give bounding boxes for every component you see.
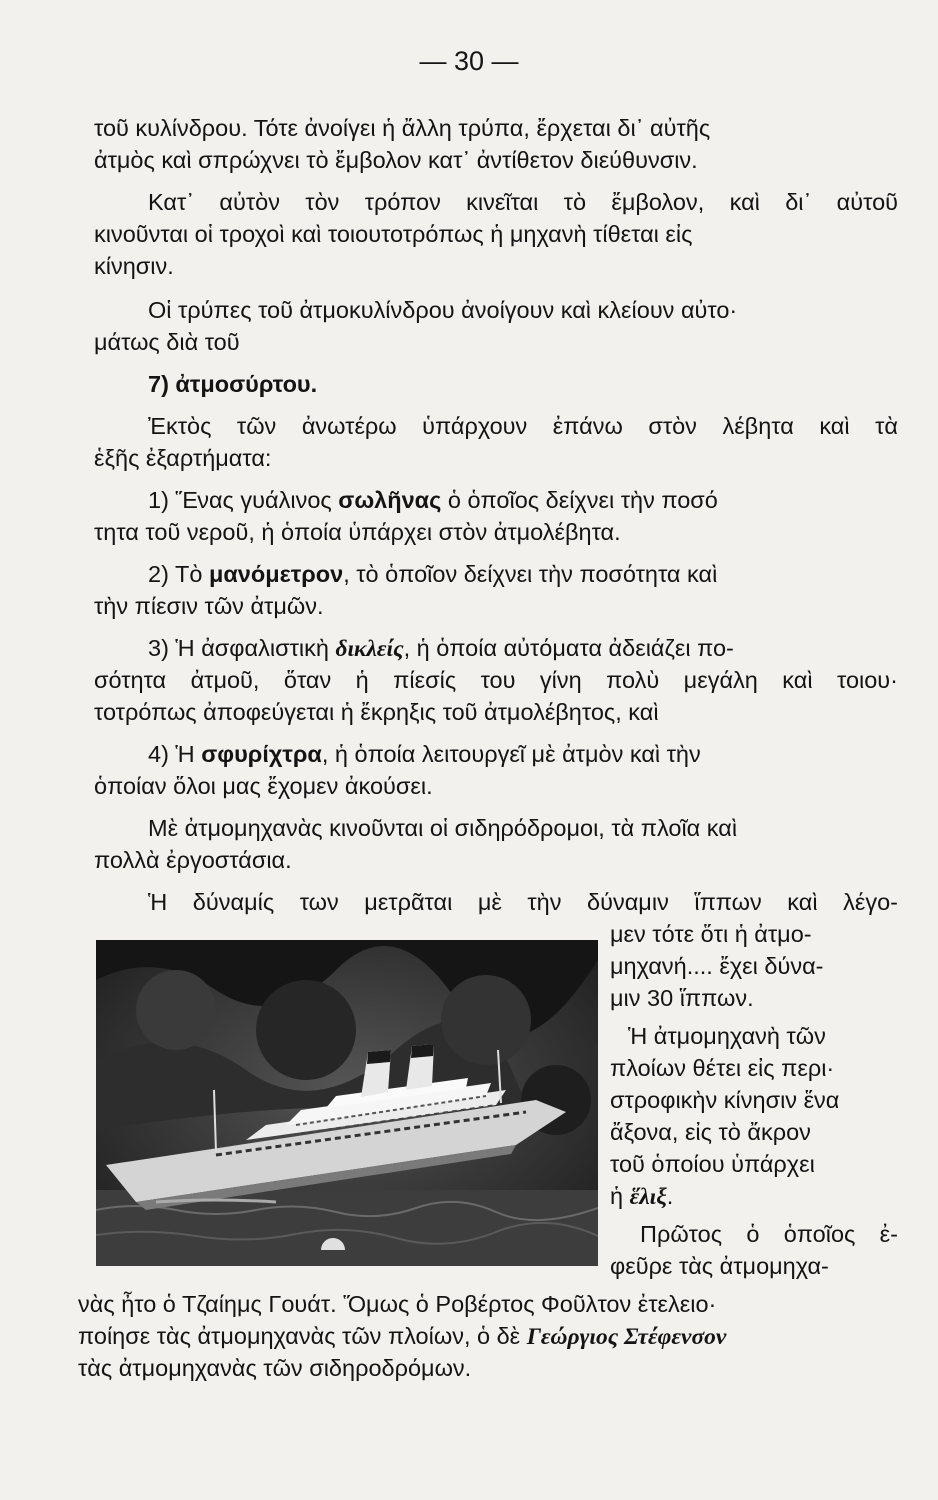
- text-run: σότητα ἀτμοῦ, ὅταν ἡ πίεσίς του γίνη πολὺ μεγάλη καὶ τοιου·: [94, 667, 898, 693]
- text-run: , ἡ ὁποία λειτουργεῖ μὲ ἀτμὸν καὶ τὴν: [321, 741, 701, 767]
- text-run: ἄξονα, εἰς τὸ ἄκρον: [610, 1119, 811, 1145]
- text-line: [94, 590, 324, 622]
- emphasized-term: σωλῆνας: [338, 487, 442, 513]
- text-line: [94, 844, 292, 876]
- text-line: [610, 950, 824, 982]
- text-line: [78, 1352, 471, 1384]
- text-line: [94, 218, 692, 250]
- text-run: ὁ ὁποῖος δείχνει τὴν ποσό: [441, 487, 718, 513]
- text-run: πολλὰ ἐργοστάσια.: [94, 847, 292, 873]
- text-run: μεν τότε ὅτι ἡ ἀτμο-: [610, 921, 812, 947]
- text-line: [94, 442, 271, 474]
- text-line: [148, 484, 718, 516]
- text-run: ἡ: [610, 1183, 630, 1209]
- text-line: [610, 1148, 815, 1180]
- text-run: Πρῶτος ὁ ὁποῖος ἐ-: [640, 1221, 898, 1247]
- text-run: 3) Ἡ ἀσφαλιστικὴ: [148, 635, 336, 661]
- text-line: [610, 1052, 834, 1084]
- text-line: [148, 812, 737, 844]
- text-line: [94, 112, 710, 144]
- text-run: νὰς ἦτο ὁ Τζαίημς Γουάτ. Ὅμως ὁ Ροβέρτος Φοῦλτον ἐτελειο·: [78, 1291, 717, 1317]
- text-line: [148, 294, 737, 326]
- text-line: [94, 250, 174, 282]
- text-run: κινοῦνται οἱ τροχοὶ καὶ τοιουτοτρόπως ἡ μηχανὴ τίθεται εἰς: [94, 221, 693, 247]
- text-line: [640, 1218, 898, 1250]
- text-run: ἀτμὸς καὶ σπρώχνει τὸ ἔμβολον κατ᾽ ἀντίθετον διεύθυνσιν.: [94, 147, 698, 173]
- emphasized-term: δικλείς: [335, 636, 404, 662]
- text-line: [148, 738, 701, 770]
- page-number: — 30 —: [419, 46, 519, 76]
- text-line: [148, 632, 734, 665]
- text-line: [94, 696, 659, 728]
- text-line: [610, 1116, 811, 1148]
- text-run: στροφικὴν κίνησιν ἕνα: [610, 1087, 840, 1113]
- text-run: φεῦρε τὰς ἀτμομηχα-: [610, 1253, 829, 1279]
- text-run: 2) Τὸ: [148, 561, 209, 587]
- text-run: κίνησιν.: [94, 253, 174, 279]
- text-run: Οἱ τρύπες τοῦ ἀτμοκυλίνδρου ἀνοίγουν καὶ κλείουν αὐτο·: [148, 297, 738, 323]
- text-run: .: [666, 1183, 674, 1209]
- text-line: [78, 1320, 726, 1353]
- text-run: μηχανή.... ἔχει δύνα-: [610, 953, 824, 979]
- text-run: μάτως διὰ τοῦ: [94, 329, 240, 355]
- text-run: μιν 30 ἵππων.: [610, 985, 754, 1011]
- emphasized-term: μανόμετρον: [208, 561, 344, 587]
- text-line: [610, 1180, 673, 1213]
- text-run: τὴν πίεσιν τῶν ἀτμῶν.: [94, 593, 324, 619]
- text-line: [148, 558, 717, 590]
- text-run: τοτρόπως ἀποφεύγεται ἡ ἔκρηξις τοῦ ἀτμολέβητος, καὶ: [94, 699, 659, 725]
- text-line: [94, 664, 898, 696]
- emphasized-term: 7) ἀτμοσύρτου.: [148, 371, 318, 397]
- text-run: τοῦ κυλίνδρου. Τότε ἀνοίγει ἡ ἄλλη τρύπα, ἔρχεται δι᾽ αὐτῆς: [94, 115, 711, 141]
- text-line: [628, 1020, 826, 1052]
- text-run: Ἡ δύναμίς των μετρᾶται μὲ τὴν δύναμιν ἵππων καὶ λέγο-: [148, 889, 898, 915]
- text-line: [148, 186, 898, 218]
- text-line: [94, 770, 433, 802]
- text-run: ὁποίαν ὅλοι μας ἔχομεν ἀκούσει.: [94, 773, 433, 799]
- steamship-photo: [96, 940, 598, 1266]
- text-run: τητα τοῦ νεροῦ, ἡ ὁποία ὑπάρχει στὸν ἀτμολέβητα.: [94, 519, 621, 545]
- text-run: ἑξῆς ἐξαρτήματα:: [94, 445, 272, 471]
- text-run: , τὸ ὁποῖον δείχνει τὴν ποσότητα καὶ: [343, 561, 718, 587]
- text-line: [148, 410, 898, 442]
- text-run: ποίησε τὰς ἀτμομηχανὰς τῶν πλοίων, ὁ δὲ: [78, 1323, 527, 1349]
- text-line: [610, 982, 754, 1014]
- text-line: [148, 368, 317, 400]
- text-run: Ἡ ἀτμομηχανὴ τῶν: [628, 1023, 826, 1049]
- text-line: [610, 918, 812, 950]
- emphasized-term: σφυρίχτρα: [201, 741, 322, 767]
- text-run: Μὲ ἀτμομηχανὰς κινοῦνται οἱ σιδηρόδρομοι, τὰ πλοῖα καὶ: [148, 815, 738, 841]
- text-run: τοῦ ὁποίου ὑπάρχει: [610, 1151, 815, 1177]
- text-run: τὰς ἀτμομηχανὰς τῶν σιδηροδρόμων.: [78, 1355, 472, 1381]
- text-line: [610, 1084, 839, 1116]
- text-run: 4) Ἡ: [148, 741, 202, 767]
- text-run: , ἡ ὁποία αὐτόματα ἀδειάζει πο-: [403, 635, 734, 661]
- text-line: [148, 886, 898, 918]
- text-line: [78, 1288, 716, 1320]
- emphasized-term: Γεώργιος Στέφενσον: [526, 1324, 727, 1350]
- text-line: [610, 1250, 829, 1282]
- text-line: [94, 144, 698, 176]
- steamship-image: [96, 940, 598, 1266]
- emphasized-term: ἕλιξ: [629, 1184, 667, 1210]
- text-run: Κατ᾽ αὐτὸν τὸν τρόπον κινεῖται τὸ ἔμβολον, καὶ δι᾽ αὐτοῦ: [148, 189, 898, 215]
- text-run: 1) Ἕνας γυάλινος: [148, 487, 339, 513]
- text-line: [94, 326, 240, 358]
- text-run: πλοίων θέτει εἰς περι·: [610, 1055, 835, 1081]
- text-run: Ἐκτὸς τῶν ἀνωτέρω ὑπάρχουν ἐπάνω στὸν λέβητα καὶ τὰ: [148, 413, 898, 439]
- text-line: [94, 516, 621, 548]
